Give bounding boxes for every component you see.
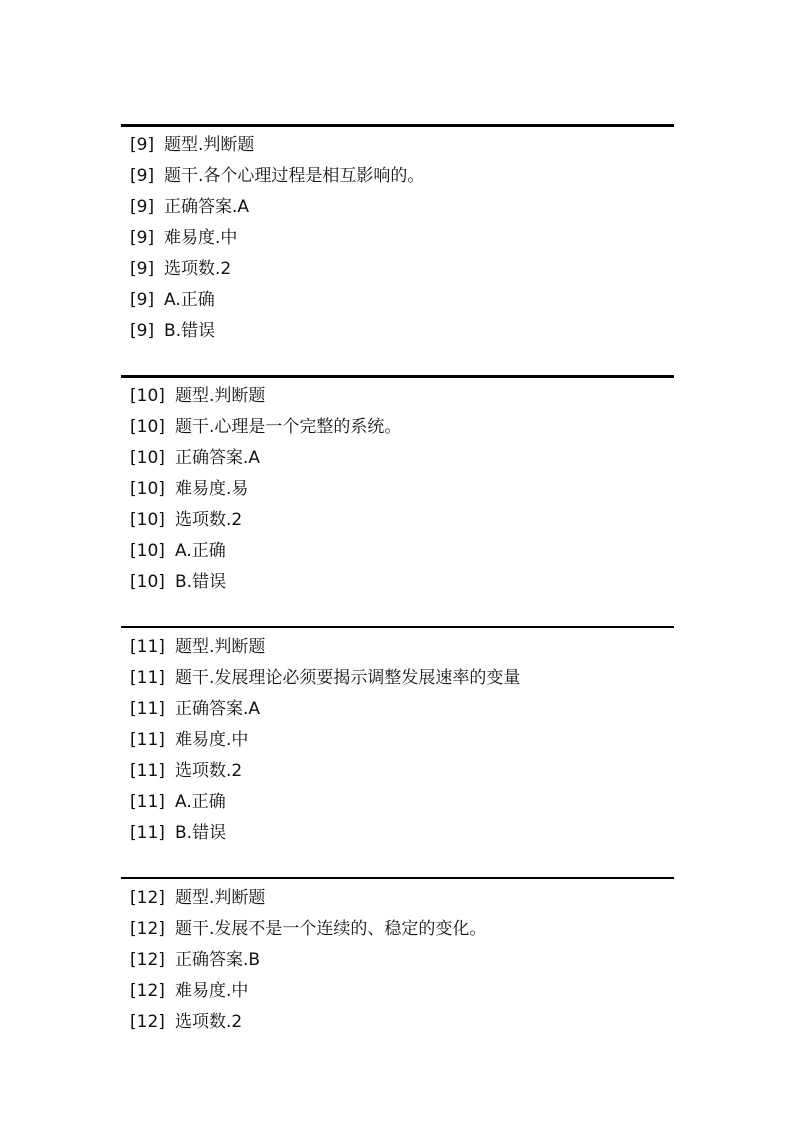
option-count: 选项数.2: [164, 259, 232, 279]
question-number: [11]: [130, 668, 165, 688]
question-number: [10]: [130, 510, 165, 530]
question-number: [11]: [130, 761, 165, 781]
option-b: B.错误: [175, 572, 227, 592]
question-number: [10]: [130, 572, 165, 592]
option-count: 选项数.2: [175, 761, 243, 781]
option-count: 选项数.2: [175, 1012, 243, 1032]
question-type-line: [121, 130, 674, 161]
question-type: 题型.判断题: [175, 888, 266, 908]
question-number: [12]: [130, 888, 165, 908]
question-number: [9]: [130, 166, 155, 186]
difficulty: 难易度.中: [175, 730, 249, 750]
question-number: [11]: [130, 637, 165, 657]
question-stem-line: [121, 663, 674, 694]
difficulty-line: [121, 725, 674, 756]
option-count-line: [121, 505, 674, 536]
question-number: [11]: [130, 823, 165, 843]
question-stem-line: [121, 161, 674, 192]
question-number: [11]: [130, 792, 165, 812]
question-type-line: [121, 883, 674, 914]
option-b: B.错误: [164, 321, 216, 341]
question-block-10: [121, 375, 674, 598]
answer-line: [121, 192, 674, 223]
question-number: [12]: [130, 981, 165, 1001]
difficulty-line: [121, 976, 674, 1007]
option-a: A.正确: [164, 290, 215, 310]
question-type: 题型.判断题: [175, 637, 266, 657]
question-stem: 题干.心理是一个完整的系统。: [175, 417, 402, 437]
option-b-line: [121, 818, 674, 849]
question-number: [11]: [130, 730, 165, 750]
question-block-12: [121, 877, 674, 1038]
question-number: [10]: [130, 541, 165, 561]
question-number: [11]: [130, 699, 165, 719]
question-type: 题型.判断题: [175, 386, 266, 406]
question-number: [12]: [130, 919, 165, 939]
question-number: [10]: [130, 479, 165, 499]
divider: [121, 124, 674, 127]
option-a-line: [121, 787, 674, 818]
correct-answer: 正确答案.B: [175, 950, 261, 970]
question-number: [9]: [130, 228, 155, 248]
option-a: A.正确: [175, 792, 226, 812]
divider: [121, 626, 674, 628]
question-stem: 题干.各个心理过程是相互影响的。: [164, 166, 425, 186]
question-number: [9]: [130, 135, 155, 155]
option-b-line: [121, 567, 674, 598]
difficulty: 难易度.中: [164, 228, 238, 248]
option-b-line: [121, 316, 674, 347]
correct-answer: 正确答案.A: [175, 699, 261, 719]
question-block-9: [121, 124, 674, 347]
difficulty: 难易度.中: [175, 981, 249, 1001]
question-stem-line: [121, 914, 674, 945]
question-number: [10]: [130, 386, 165, 406]
answer-line: [121, 945, 674, 976]
question-stem: 题干.发展不是一个连续的、稳定的变化。: [175, 919, 487, 939]
question-type-line: [121, 632, 674, 663]
question-number: [9]: [130, 290, 155, 310]
question-block-11: [121, 626, 674, 849]
difficulty-line: [121, 223, 674, 254]
divider: [121, 375, 674, 378]
question-number: [10]: [130, 448, 165, 468]
question-number: [12]: [130, 1012, 165, 1032]
answer-line: [121, 443, 674, 474]
option-a-line: [121, 285, 674, 316]
correct-answer: 正确答案.A: [175, 448, 261, 468]
question-type-line: [121, 381, 674, 412]
correct-answer: 正确答案.A: [164, 197, 250, 217]
divider: [121, 877, 674, 879]
question-number: [9]: [130, 321, 155, 341]
difficulty: 难易度.易: [175, 479, 249, 499]
answer-line: [121, 694, 674, 725]
difficulty-line: [121, 474, 674, 505]
document-page: [121, 124, 674, 1038]
question-stem-line: [121, 412, 674, 443]
option-count-line: [121, 254, 674, 285]
option-count-line: [121, 1007, 674, 1038]
option-b: B.错误: [175, 823, 227, 843]
option-a-line: [121, 536, 674, 567]
question-stem: 题干.发展理论必须要揭示调整发展速率的变量: [175, 668, 521, 688]
option-a: A.正确: [175, 541, 226, 561]
question-number: [12]: [130, 950, 165, 970]
question-number: [10]: [130, 417, 165, 437]
question-number: [9]: [130, 197, 155, 217]
question-type: 题型.判断题: [164, 135, 255, 155]
option-count-line: [121, 756, 674, 787]
option-count: 选项数.2: [175, 510, 243, 530]
question-number: [9]: [130, 259, 155, 279]
